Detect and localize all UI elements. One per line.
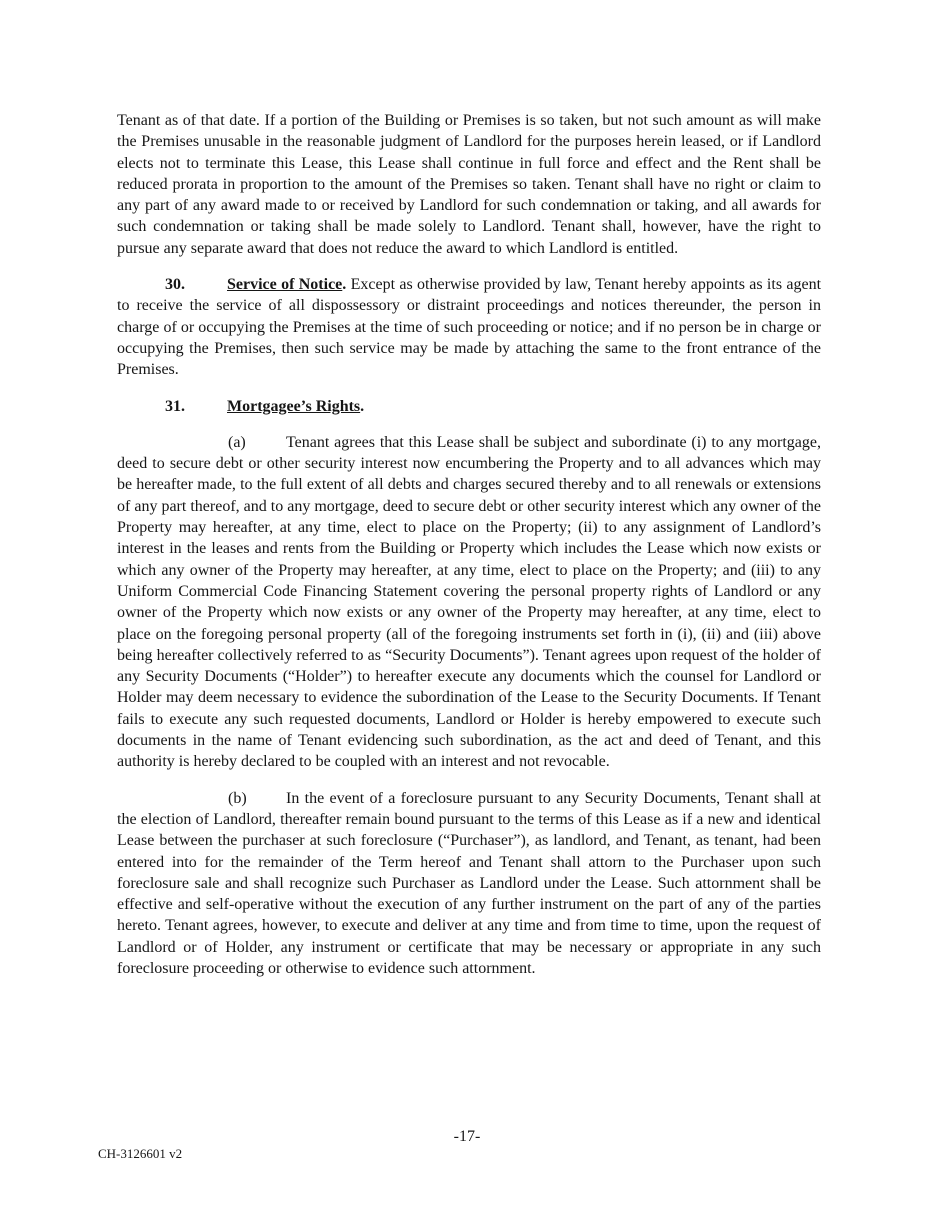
subsection-b-label: (b): [228, 789, 247, 807]
section-30-body: Except as otherwise provided by law, Tenant hereby appoints as its agent to receive the service of all dispossessory or distraint proceedings and notices thereunder, the person in charge of or occupying the Premises at the time of such proceeding or notice; and if no person be in charge or occupying the Premises, then such service may be made by attaching the same to the front entrance of the Premises.: [117, 276, 822, 379]
section-30-paragraph: [117, 274, 821, 380]
document-body: [117, 110, 821, 979]
section-31-heading-period: .: [360, 397, 365, 415]
document-reference: CH-3126601 v2: [98, 1146, 183, 1161]
section-31a-paragraph: [117, 432, 821, 773]
subsection-a-text: Tenant agrees that this Lease shall be subject and subordinate (i) to any mortgage, deed to secure debt or other security interest now encumbering the Property and to all advances which may be hereafter made, to the full extent of all debts and charges secured thereby and to all renewals or extensions of any part thereof, and to any mortgage, deed to secure debt or other security interest which any owner of the Property may hereafter, at any time, elect to place on the Property; (ii) to any assignment of Landlord’s interest in the leases and rents from the Building or Property which includes the Lease which now exists or which any owner of the Property may hereafter, at any time, elect to place on the Property; and (iii) to any Uniform Commercial Code Financing Statement covering the personal property rights of Landlord or any owner of the Property which now exists or any owner of the Property may hereafter, at any time, elect to place on the foregoing personal property (all of the foregoing instruments set forth in (i), (ii) and (iii) above being hereafter collectively referred to as “Security Documents”). Tenant agrees upon request of the holder of any Security Documents (“Holder”) to hereafter execute any documents which the counsel for Landlord or Holder may deem necessary to evidence the subordination of the Lease to the Security Documents. If Tenant fails to execute any such requested documents, Landlord or Holder is hereby empowered to execute such documents in the name of Tenant evidencing such subordination, as the act and deed of Tenant, and this authority is hereby declared to be coupled with an interest and not revocable.: [117, 433, 821, 771]
continuation-paragraph: Tenant as of that date. If a portion of the Building or Premises is so taken, but not such amount as will make the Premises unusable in the reasonable judgment of Landlord for the purposes herein leased, or if Landlord elects not to terminate this Lease, this Lease shall continue in full force and effect and the Rent shall be reduced prorata in proportion to the amount of the Premises so taken. Tenant shall have no right or claim to any part of any award made to or received by Landlord for such condemnation or taking, and all awards for such condemnation or taking shall be made solely to Landlord. Tenant shall, however, have the right to pursue any separate award that does not reduce the award to which Landlord is entitled.: [117, 112, 821, 257]
section-31-number: 31.: [165, 397, 185, 415]
section-31-heading: Mortgagee’s Rights: [227, 397, 361, 415]
section-30-heading-period: .: [342, 276, 347, 294]
subsection-a-label: (a): [228, 433, 246, 451]
section-30-number: 30.: [165, 276, 185, 294]
section-30-heading: Service of Notice: [227, 276, 343, 294]
page-number: -17-: [453, 1128, 481, 1145]
section-31b-paragraph: [117, 788, 821, 980]
subsection-b-text: In the event of a foreclosure pursuant to any Security Documents, Tenant shall at the election of Landlord, thereafter remain bound pursuant to the terms of this Lease as if a new and identical Lease between the purchaser at such foreclosure (“Purchaser”), as landlord, and Tenant, as tenant, had been entered into for the remainder of the Term hereof and Tenant shall attorn to the Purchaser upon such foreclosure sale and shall recognize such Purchaser as Landlord under the Lease. Such attornment shall be effective and self-operative without the execution of any further instrument on the part of any of the parties hereto. Tenant agrees, however, to execute and deliver at any time and from time to time, upon the request of Landlord or of Holder, any instrument or certificate that may be necessary or appropriate in any such foreclosure proceeding or otherwise to evidence such attornment.: [117, 789, 821, 977]
section-31-heading-line: [117, 396, 821, 417]
